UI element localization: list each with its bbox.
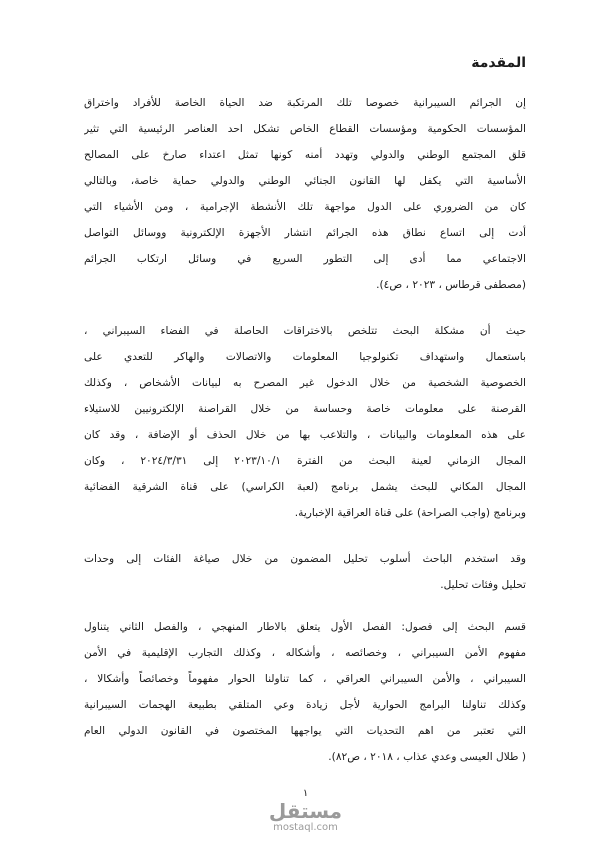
text-line: القرصنة على معلومات خاصة وحساسة من خلال القراصنة الإلكترونيين للاستيلاء [84, 403, 526, 415]
text-line: التي تعتبر من اهم التحديات التي يواجهها المختصون في القانون الدولي العام [84, 725, 526, 737]
text-line: تحليل وفئات تحليل. [440, 579, 526, 591]
watermark-logo: مستقل [268, 799, 343, 823]
text-line: الاجتماعي مما أدى إلى التطور السريع في وسائل ارتكاب الجرائم [84, 253, 526, 265]
paragraph-intro [84, 90, 526, 298]
text-line: وكذلك تناولنا البرامج الحوارية لأجل زيادة وعي المتلقي بطبيعة الهجمات السيبرانية [84, 699, 526, 711]
text-line: الخصوصية الشخصية من خلال الدخول غير المصرح به لبيانات الأشخاص ، وكذلك [84, 377, 526, 389]
text-line: كان من الضروري على الدول مواجهة تلك الأنشطة الإجرامية ، ومن الأشياء التي [84, 201, 526, 213]
text-line: قلق المجتمع الوطني والدولي وتهدد أمنه كونها تمثل اعتداء صارخ على المصالح [84, 149, 526, 161]
text-line: إن الجرائم السيبرانية خصوصا تلك المرتكبة ضد الحياة الخاصة للأفراد واختراق [84, 97, 526, 109]
citation-line: (مصطفى قرطاس ، ٢٠٢٣ ، ص٤). [376, 279, 526, 291]
page-title: المقدمة [471, 55, 526, 71]
paragraph-problem [84, 318, 526, 526]
text-line: على هذه المعلومات والبيانات ، والتلاعب بها من خلال الحذف أو الإضافة ، وقد كان [84, 429, 526, 441]
text-line: المؤسسات الحكومية ومؤسسات القطاع الخاص تشكل احد العناصر الرئيسية التي تثير [84, 123, 526, 135]
text-line: وقد استخدم الباحث أسلوب تحليل المضمون من خلال صياغة الفئات إلى وحدات [84, 553, 526, 565]
text-line: حيث أن مشكلة البحث تتلخص بالاختراقات الحاصلة في الفضاء السيبراني ، [84, 325, 526, 337]
citation-line: ( طلال العيسى وعدي عذاب ، ٢٠١٨ ، ص٨٢). [328, 751, 526, 763]
text-line: وبرنامج (واجب الصراحة) على قناة العراقية الإخبارية. [294, 507, 526, 519]
text-line: المجال المكاني للبحث يشمل برنامج (لعبة الكراسي) على قناة الشرقية الفضائية [84, 481, 526, 493]
text-line: باستعمال واستهداف تكنولوجيا المعلومات والاتصالات والهاكر للتعدي على [84, 351, 526, 363]
paragraph-method [84, 546, 526, 598]
text-line: أدت إلى اتساع نطاق هذه الجرائم انتشار الأجهزة الإلكترونية ووسائل التواصل [84, 227, 526, 239]
text-line: السيبراني ، والأمن السيبراني العراقي ، كما تناولنا الحوار مفهوماً وخصائصاً وأشكالا ، [84, 673, 526, 685]
page-number: ١ [302, 788, 309, 799]
watermark-url: mostaql.com [273, 822, 338, 833]
text-line: مفهوم الأمن السيبراني ، وخصائصه ، وأشكاله ، وكذلك التجارب الإقليمية في الأمن [84, 647, 526, 659]
text-line: الأساسية التي يكفل لها القانون الجنائي الوطني والدولي حماية خاصة، وبالتالي [84, 175, 526, 187]
text-line: المجال الزماني لعينة البحث من الفترة ٢٠٢٣/١٠/١ إلى ٢٠٢٤/٣/٣١ ، وكان [84, 455, 526, 467]
text-line: قسم البحث إلى فصول: الفصل الأول يتعلق بالاطار المنهجي ، والفصل الثاني يتناول [84, 621, 526, 633]
paragraph-structure [84, 614, 526, 770]
watermark [0, 800, 611, 834]
